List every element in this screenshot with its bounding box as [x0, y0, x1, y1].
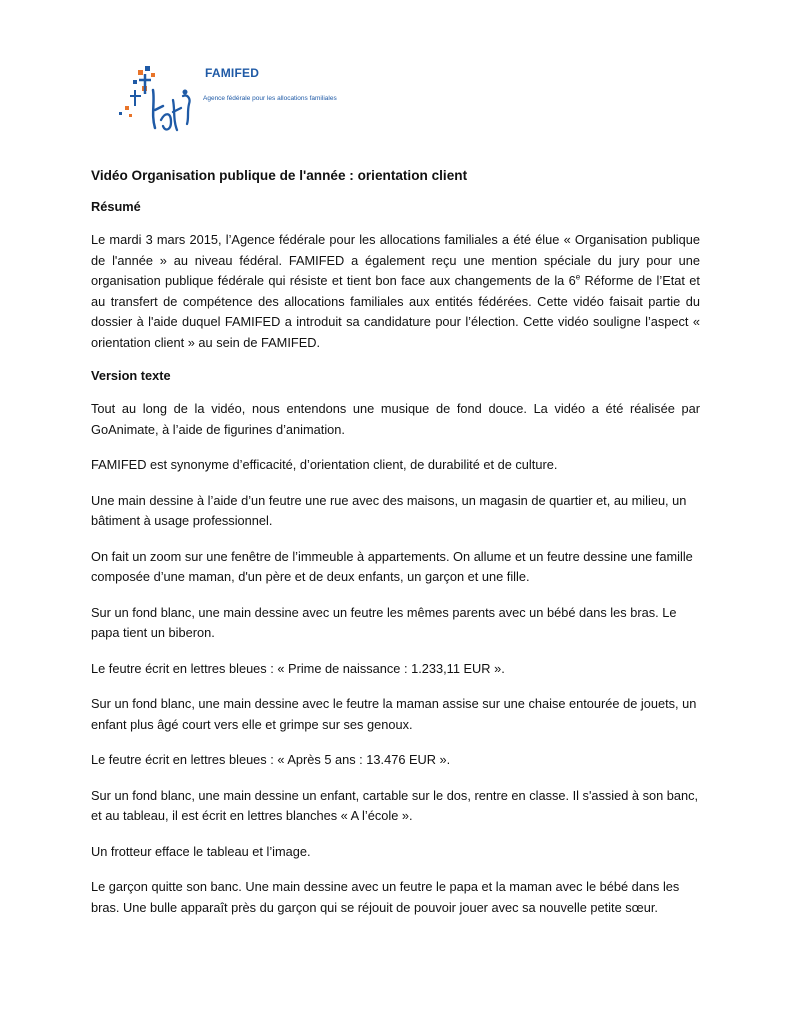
famifed-logo-mark [115, 60, 205, 140]
paragraph: Le feutre écrit en lettres bleues : « Prime de naissance : 1.233,11 EUR ». [91, 660, 505, 676]
summary-heading: Résumé [91, 199, 141, 214]
logo-name: FAMIFED [205, 66, 260, 80]
paragraph: Sur un fond blanc, une main dessine un enfant, cartable sur le dos, rentre en classe. Il s'assied à son banc, et au tableau, il est écrit en lettres blanches « A l’école ». [91, 787, 699, 823]
summary-text-part2: Réforme de l’Etat et au transfert de compétence des allocations familiales aux entités fédérées. Cette vidéo faisait partie du dossier à l'aide duquel FAMIFED a introduit sa candidature pour l’élection. Cette vidéo souligne l’aspect « orientation client » au sein de FAMIFED. [91, 273, 700, 350]
paragraph: On fait un zoom sur une fenêtre de l’immeuble à appartements. On allume et un feutre dessine une famille composée d’une maman, d'un père et de deux enfants, un garçon et une fille. [91, 548, 693, 584]
document-body [91, 168, 700, 933]
paragraph: Un frotteur efface le tableau et l’image. [91, 843, 311, 859]
paragraph: Tout au long de la vidéo, nous entendons une musique de fond douce. La vidéo a été réalisée par GoAnimate, à l’aide de figurines d’animation. [91, 401, 700, 437]
paragraph: Sur un fond blanc, une main dessine avec le feutre la maman assise sur une chaise entourée de jouets, un enfant plus âgé court vers elle et grimpe sur ses genoux. [91, 696, 697, 732]
famifed-logo [115, 60, 355, 140]
document-title: Vidéo Organisation publique de l'année : orientation client [91, 168, 468, 183]
summary-text-part1: Le mardi 3 mars 2015, l’Agence fédérale pour les allocations familiales a été élue « Organisation publique de l'année » au niveau fédéral. FAMIFED a également reçu une mention spéciale du jury pour une organisation publique fédérale qui résiste et tient bon face aux changements de la 6 [91, 232, 700, 288]
paragraph: Le garçon quitte son banc. Une main dessine avec un feutre le papa et la maman avec le bébé dans les bras. Une bulle apparaît près du garçon qui se réjouit de pouvoir jouer avec sa nouvelle petite sœur. [91, 879, 680, 915]
text-version-heading: Version texte [91, 368, 171, 383]
logo-subtitle: Agence fédérale pour les allocations familiales [203, 95, 337, 102]
summary-paragraph [91, 230, 700, 353]
paragraph: Le feutre écrit en lettres bleues : « Après 5 ans : 13.476 EUR ». [91, 752, 451, 767]
paragraph: Une main dessine à l’aide d’un feutre une rue avec des maisons, un magasin de quartier et, au milieu, un bâtiment à usage professionnel. [91, 492, 687, 528]
paragraph: Sur un fond blanc, une main dessine avec un feutre les mêmes parents avec un bébé dans les bras. Le papa tient un biberon. [91, 604, 677, 640]
summary-superscript: e [575, 272, 581, 282]
paragraph: FAMIFED est synonyme d’efficacité, d’orientation client, de durabilité et de culture. [91, 457, 558, 472]
